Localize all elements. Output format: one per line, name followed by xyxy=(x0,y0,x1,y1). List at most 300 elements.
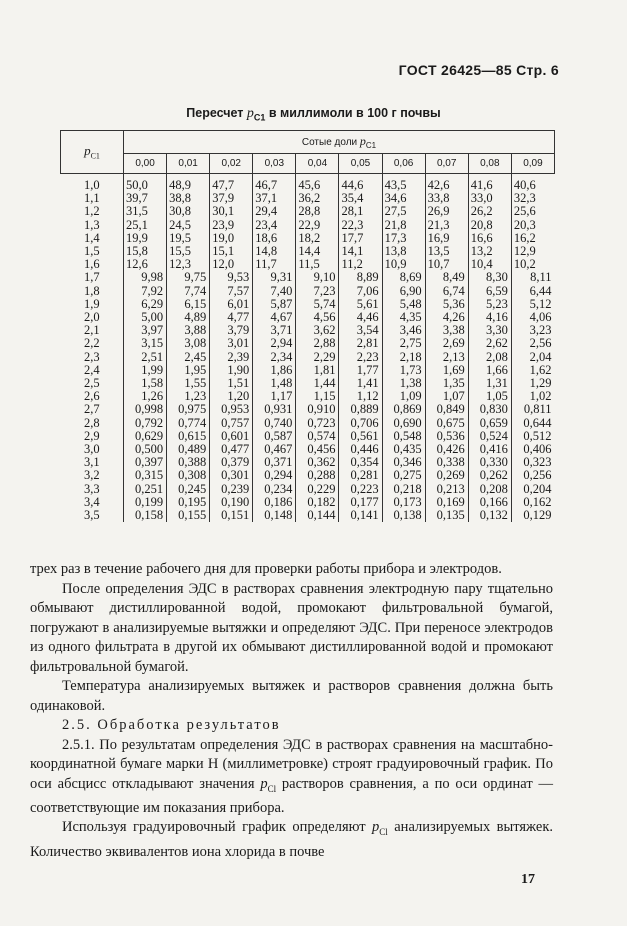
table-cell: 7,57 xyxy=(210,285,253,298)
table-cell: 5,74 xyxy=(296,298,339,311)
table-cell: 1,12 xyxy=(339,390,382,403)
table-cell: 19,0 xyxy=(210,232,253,245)
table-cell: 9,10 xyxy=(296,271,339,284)
table-cell: 10,4 xyxy=(468,258,511,271)
table-cell: 0,910 xyxy=(296,403,339,416)
table-cell: 5,00 xyxy=(124,311,167,324)
table-cell: 25,6 xyxy=(511,205,554,218)
table-cell: 6,74 xyxy=(425,285,468,298)
table-cell: 0,301 xyxy=(210,469,253,482)
table-cell: 0,218 xyxy=(382,483,425,496)
table-cell: 8,69 xyxy=(382,271,425,284)
table-cell: 33,8 xyxy=(425,192,468,205)
table-cell: 1,48 xyxy=(253,377,296,390)
row-key: 1,3 xyxy=(83,217,100,232)
table-cell: 0,166 xyxy=(468,496,511,509)
table-cell: 31,5 xyxy=(124,205,167,218)
table-cell: 0,169 xyxy=(425,496,468,509)
table-cell: 4,16 xyxy=(468,311,511,324)
table-cell: 2,13 xyxy=(425,351,468,364)
table-cell: 0,208 xyxy=(468,483,511,496)
table-cell: 2,56 xyxy=(511,337,554,350)
table-cell: 0,406 xyxy=(511,443,554,456)
paragraph-rinsing: После определения ЭДС в растворах сравнения электродную пару тщательно обмывают дистиллированной водой, промокают фильтровальной бумагой, погружают в анализируемые вытяжки и определяют ЭДС. При переносе электродов из одного фильтрата в другой их обмывают дистиллированной водой и промокают фильтровальной бумагой. xyxy=(30,580,553,675)
table-cell: 0,774 xyxy=(167,417,210,430)
results-symbol: p xyxy=(260,775,268,792)
table-cell: 0,869 xyxy=(382,403,425,416)
table-cell: 0,379 xyxy=(210,456,253,469)
table-cell: 1,95 xyxy=(167,364,210,377)
table-cell: 0,426 xyxy=(425,443,468,456)
row-key: 1,8 xyxy=(83,283,100,298)
table-row xyxy=(61,298,555,311)
table-cell: 0,288 xyxy=(296,469,339,482)
table-cell: 1,66 xyxy=(468,364,511,377)
table-cell: 19,5 xyxy=(167,232,210,245)
table-cell: 4,67 xyxy=(253,311,296,324)
table-cell: 9,31 xyxy=(253,271,296,284)
table-cell: 3,23 xyxy=(511,324,554,337)
paragraph-results xyxy=(30,736,553,819)
table-cell: 0,294 xyxy=(253,469,296,482)
table-cell: 47,7 xyxy=(210,174,253,193)
table-cell: 26,9 xyxy=(425,205,468,218)
table-cell: 5,23 xyxy=(468,298,511,311)
table-cell: 0,275 xyxy=(382,469,425,482)
table-cell: 3,30 xyxy=(468,324,511,337)
table-cell: 15,8 xyxy=(124,245,167,258)
table-cell: 0,953 xyxy=(210,403,253,416)
table-cell: 0,148 xyxy=(253,509,296,522)
table-cell: 1,41 xyxy=(339,377,382,390)
table-cell: 0,456 xyxy=(296,443,339,456)
row-key: 2,9 xyxy=(83,428,100,443)
table-cell: 3,01 xyxy=(210,337,253,350)
table-cell: 14,8 xyxy=(253,245,296,258)
table-cell: 0,629 xyxy=(124,430,167,443)
table-cell: 0,245 xyxy=(167,483,210,496)
table-row xyxy=(61,324,555,337)
table-row xyxy=(61,258,555,271)
table-cell: 2,29 xyxy=(296,351,339,364)
table-cell: 11,7 xyxy=(253,258,296,271)
table-cell: 0,138 xyxy=(382,509,425,522)
table-cell: 16,9 xyxy=(425,232,468,245)
table-cell: 0,204 xyxy=(511,483,554,496)
table-cell: 4,06 xyxy=(511,311,554,324)
table-cell: 0,308 xyxy=(167,469,210,482)
row-key: 1,7 xyxy=(83,270,100,285)
table-cell: 0,536 xyxy=(425,430,468,443)
table-cell: 0,467 xyxy=(253,443,296,456)
table-cell: 48,9 xyxy=(167,174,210,193)
table-cell: 9,53 xyxy=(210,271,253,284)
table-cell: 0,849 xyxy=(425,403,468,416)
table-cell: 0,975 xyxy=(167,403,210,416)
table-cell: 35,4 xyxy=(339,192,382,205)
table-cell: 1,58 xyxy=(124,377,167,390)
table-cell: 22,3 xyxy=(339,219,382,232)
table-cell: 0,388 xyxy=(167,456,210,469)
paragraph-temperature: Температура анализируемых вытяжек и растворов сравнения должна быть одинаковой. xyxy=(30,678,553,714)
row-key: 2,2 xyxy=(83,336,100,351)
table-cell: 0,757 xyxy=(210,417,253,430)
table-cell: 0,195 xyxy=(167,496,210,509)
table-cell: 6,15 xyxy=(167,298,210,311)
row-key: 2,5 xyxy=(83,376,100,391)
column-header-row xyxy=(61,154,555,174)
table-row xyxy=(61,219,555,232)
table-row xyxy=(61,364,555,377)
table-cell: 1,31 xyxy=(468,377,511,390)
table-cell: 6,44 xyxy=(511,285,554,298)
caption-post: в миллимоли в 100 г почвы xyxy=(265,106,441,120)
table-cell: 0,659 xyxy=(468,417,511,430)
table-cell: 19,9 xyxy=(124,232,167,245)
row-key: 3,5 xyxy=(83,508,100,523)
table-row xyxy=(61,271,555,284)
table-cell: 26,2 xyxy=(468,205,511,218)
table-cell: 9,75 xyxy=(167,271,210,284)
table-cell: 0,500 xyxy=(124,443,167,456)
table-cell: 10,9 xyxy=(382,258,425,271)
table-cell: 7,06 xyxy=(339,285,382,298)
column-header: 0,08 xyxy=(468,154,511,174)
table-row xyxy=(61,337,555,350)
table-cell: 1,07 xyxy=(425,390,468,403)
table-cell: 5,87 xyxy=(253,298,296,311)
table-cell: 17,7 xyxy=(339,232,382,245)
table-cell: 0,323 xyxy=(511,456,554,469)
caption-subscript: C1 xyxy=(253,112,266,123)
table-cell: 28,8 xyxy=(296,205,339,218)
table-cell: 0,346 xyxy=(382,456,425,469)
table-cell: 1,86 xyxy=(253,364,296,377)
top-header-pre: Сотые доли xyxy=(301,137,360,148)
table-cell: 3,08 xyxy=(167,337,210,350)
table-cell: 16,2 xyxy=(511,232,554,245)
table-cell: 11,5 xyxy=(296,258,339,271)
table-cell: 0,889 xyxy=(339,403,382,416)
corner-subscript: C1 xyxy=(90,151,100,161)
column-header: 0,02 xyxy=(210,154,253,174)
table-corner-header xyxy=(61,131,124,174)
table-row xyxy=(61,174,555,193)
table-cell: 2,18 xyxy=(382,351,425,364)
body-text xyxy=(30,560,553,862)
table-cell: 2,34 xyxy=(253,351,296,364)
table-cell: 1,44 xyxy=(296,377,339,390)
table-cell: 0,446 xyxy=(339,443,382,456)
table-cell: 0,998 xyxy=(124,403,167,416)
table-cell: 0,251 xyxy=(124,483,167,496)
table-row xyxy=(61,509,555,522)
table-cell: 23,4 xyxy=(253,219,296,232)
table-cell: 4,46 xyxy=(339,311,382,324)
table-cell: 13,8 xyxy=(382,245,425,258)
table-cell: 0,256 xyxy=(511,469,554,482)
column-header: 0,07 xyxy=(425,154,468,174)
table-cell: 0,587 xyxy=(253,430,296,443)
graph-symbol: p xyxy=(372,819,380,836)
table-row xyxy=(61,351,555,364)
table-cell: 11,2 xyxy=(339,258,382,271)
table-cell: 14,1 xyxy=(339,245,382,258)
table-cell: 12,9 xyxy=(511,245,554,258)
table-row xyxy=(61,483,555,496)
table-cell: 2,23 xyxy=(339,351,382,364)
table-cell: 7,40 xyxy=(253,285,296,298)
table-cell: 1,17 xyxy=(253,390,296,403)
table-cell: 3,71 xyxy=(253,324,296,337)
row-key: 2,6 xyxy=(83,389,100,404)
table-cell: 1,81 xyxy=(296,364,339,377)
table-cell: 2,75 xyxy=(382,337,425,350)
table-cell: 0,362 xyxy=(296,456,339,469)
table-cell: 6,90 xyxy=(382,285,425,298)
table-row xyxy=(61,285,555,298)
row-key: 2,0 xyxy=(83,310,100,325)
table-cell: 22,9 xyxy=(296,219,339,232)
table-cell: 13,5 xyxy=(425,245,468,258)
table-cell: 1,35 xyxy=(425,377,468,390)
table-cell: 0,574 xyxy=(296,430,339,443)
table-cell: 1,51 xyxy=(210,377,253,390)
table-cell: 2,39 xyxy=(210,351,253,364)
results-subscript: Cl xyxy=(267,783,277,794)
row-key: 1,0 xyxy=(83,178,100,192)
table-cell: 7,23 xyxy=(296,285,339,298)
row-key: 2,7 xyxy=(83,402,100,417)
table-cell: 0,158 xyxy=(124,509,167,522)
table-cell: 0,371 xyxy=(253,456,296,469)
column-header: 0,04 xyxy=(296,154,339,174)
row-key: 3,3 xyxy=(83,481,100,496)
table-cell: 0,931 xyxy=(253,403,296,416)
table-cell: 0,811 xyxy=(511,403,554,416)
table-cell: 7,92 xyxy=(124,285,167,298)
table-cell: 3,38 xyxy=(425,324,468,337)
table-cell: 2,51 xyxy=(124,351,167,364)
table-cell: 12,6 xyxy=(124,258,167,271)
table-cell: 42,6 xyxy=(425,174,468,193)
table-cell: 40,6 xyxy=(511,174,554,193)
row-key: 2,3 xyxy=(83,349,100,364)
table-cell: 2,04 xyxy=(511,351,554,364)
table-cell: 1,77 xyxy=(339,364,382,377)
table-cell: 1,73 xyxy=(382,364,425,377)
table-cell: 0,723 xyxy=(296,417,339,430)
table-cell: 0,830 xyxy=(468,403,511,416)
table-caption xyxy=(0,106,627,123)
top-header-subscript: C1 xyxy=(365,141,377,150)
row-key: 1,9 xyxy=(83,296,100,311)
table-cell: 0,229 xyxy=(296,483,339,496)
table-cell: 0,416 xyxy=(468,443,511,456)
column-header: 0,00 xyxy=(124,154,167,174)
table-cell: 0,239 xyxy=(210,483,253,496)
table-cell: 18,2 xyxy=(296,232,339,245)
table-cell: 15,1 xyxy=(210,245,253,258)
row-key: 1,1 xyxy=(83,191,100,206)
table-cell: 1,62 xyxy=(511,364,554,377)
table-cell: 6,01 xyxy=(210,298,253,311)
graph-text-b: анализируемых вытяжек. Количество эквивалентов иона хлорида в почве xyxy=(30,819,553,860)
table-cell: 0,162 xyxy=(511,496,554,509)
graph-subscript: Cl xyxy=(379,827,388,838)
table-cell: 1,15 xyxy=(296,390,339,403)
table-cell: 32,3 xyxy=(511,192,554,205)
table-cell: 0,213 xyxy=(425,483,468,496)
table-cell: 2,88 xyxy=(296,337,339,350)
table-cell: 39,7 xyxy=(124,192,167,205)
table-row xyxy=(61,205,555,218)
table-cell: 0,524 xyxy=(468,430,511,443)
table-cell: 3,88 xyxy=(167,324,210,337)
table-cell: 3,15 xyxy=(124,337,167,350)
table-cell: 4,77 xyxy=(210,311,253,324)
row-key: 3,0 xyxy=(83,442,100,457)
table-cell: 0,151 xyxy=(210,509,253,522)
table-cell: 25,1 xyxy=(124,219,167,232)
table-cell: 0,177 xyxy=(339,496,382,509)
table-top-header xyxy=(124,131,555,154)
table-body xyxy=(61,174,555,523)
table-cell: 0,199 xyxy=(124,496,167,509)
table-cell: 1,69 xyxy=(425,364,468,377)
top-header-symbol: p xyxy=(359,134,366,148)
table-cell: 23,9 xyxy=(210,219,253,232)
table-cell: 0,354 xyxy=(339,456,382,469)
table-cell: 2,62 xyxy=(468,337,511,350)
row-key: 3,2 xyxy=(83,468,100,483)
table-cell: 0,129 xyxy=(511,509,554,522)
table-cell: 16,6 xyxy=(468,232,511,245)
table-cell: 0,155 xyxy=(167,509,210,522)
table-cell: 0,269 xyxy=(425,469,468,482)
table-cell: 0,675 xyxy=(425,417,468,430)
table-cell: 0,135 xyxy=(425,509,468,522)
table-cell: 21,3 xyxy=(425,219,468,232)
table-cell: 2,45 xyxy=(167,351,210,364)
table-cell: 1,99 xyxy=(124,364,167,377)
conversion-table xyxy=(60,130,555,522)
table-cell: 6,29 xyxy=(124,298,167,311)
row-key: 3,1 xyxy=(83,455,100,470)
table-cell: 0,512 xyxy=(511,430,554,443)
table-row xyxy=(61,417,555,430)
table-cell: 2,08 xyxy=(468,351,511,364)
table-cell: 0,489 xyxy=(167,443,210,456)
table-cell: 1,02 xyxy=(511,390,554,403)
table-cell: 0,223 xyxy=(339,483,382,496)
table-row xyxy=(61,377,555,390)
table-cell: 0,144 xyxy=(296,509,339,522)
table-cell: 41,6 xyxy=(468,174,511,193)
row-key: 1,6 xyxy=(83,257,100,272)
table-cell: 0,435 xyxy=(382,443,425,456)
table-cell: 5,12 xyxy=(511,298,554,311)
page-number: 17 xyxy=(521,872,535,887)
table-cell: 5,48 xyxy=(382,298,425,311)
table-row xyxy=(61,403,555,416)
caption-symbol: p xyxy=(246,106,254,121)
column-header: 0,01 xyxy=(167,154,210,174)
page-header: ГОСТ 26425—85 Стр. 6 xyxy=(398,62,559,78)
table-cell: 10,2 xyxy=(511,258,554,271)
table-cell: 3,62 xyxy=(296,324,339,337)
table-cell: 7,74 xyxy=(167,285,210,298)
table-cell: 30,1 xyxy=(210,205,253,218)
table-cell: 8,11 xyxy=(511,271,554,284)
table-cell: 21,8 xyxy=(382,219,425,232)
table-cell: 36,2 xyxy=(296,192,339,205)
section-heading: 2.5. Обработка результатов xyxy=(62,717,281,733)
table-cell: 0,561 xyxy=(339,430,382,443)
table-cell: 18,6 xyxy=(253,232,296,245)
table-cell: 37,9 xyxy=(210,192,253,205)
table-cell: 17,3 xyxy=(382,232,425,245)
row-key: 2,8 xyxy=(83,415,100,430)
table-cell: 0,644 xyxy=(511,417,554,430)
table-cell: 9,98 xyxy=(124,271,167,284)
table-cell: 3,54 xyxy=(339,324,382,337)
table-cell: 8,89 xyxy=(339,271,382,284)
table-cell: 8,49 xyxy=(425,271,468,284)
table-cell: 0,234 xyxy=(253,483,296,496)
table-cell: 1,38 xyxy=(382,377,425,390)
table-cell: 28,1 xyxy=(339,205,382,218)
corner-symbol: p xyxy=(84,143,91,159)
column-header: 0,09 xyxy=(511,154,554,174)
table-cell: 2,94 xyxy=(253,337,296,350)
table-cell: 3,46 xyxy=(382,324,425,337)
table-cell: 1,26 xyxy=(124,390,167,403)
table-cell: 27,5 xyxy=(382,205,425,218)
table-cell: 44,6 xyxy=(339,174,382,193)
row-key: 2,1 xyxy=(83,323,100,338)
column-header: 0,06 xyxy=(382,154,425,174)
table-cell: 1,29 xyxy=(511,377,554,390)
row-key: 1,5 xyxy=(83,244,100,259)
table-cell: 0,601 xyxy=(210,430,253,443)
table-cell: 15,5 xyxy=(167,245,210,258)
table-cell: 38,8 xyxy=(167,192,210,205)
table-cell: 20,3 xyxy=(511,219,554,232)
graph-text-a: Используя градуировочный график определяют xyxy=(62,819,373,836)
table-cell: 0,330 xyxy=(468,456,511,469)
column-header: 0,05 xyxy=(339,154,382,174)
table-cell: 13,2 xyxy=(468,245,511,258)
table-cell: 34,6 xyxy=(382,192,425,205)
table-cell: 20,8 xyxy=(468,219,511,232)
table-cell: 6,59 xyxy=(468,285,511,298)
table-cell: 0,690 xyxy=(382,417,425,430)
caption-pre: Пересчет xyxy=(186,106,247,120)
table-cell: 1,90 xyxy=(210,364,253,377)
table-cell: 0,397 xyxy=(124,456,167,469)
table-row xyxy=(61,311,555,324)
table-cell: 1,55 xyxy=(167,377,210,390)
table-cell: 45,6 xyxy=(296,174,339,193)
row-key: 1,4 xyxy=(83,230,100,245)
table-cell: 8,30 xyxy=(468,271,511,284)
table-cell: 0,315 xyxy=(124,469,167,482)
table-cell: 0,792 xyxy=(124,417,167,430)
table-cell: 12,3 xyxy=(167,258,210,271)
table-cell: 0,173 xyxy=(382,496,425,509)
table-cell: 14,4 xyxy=(296,245,339,258)
